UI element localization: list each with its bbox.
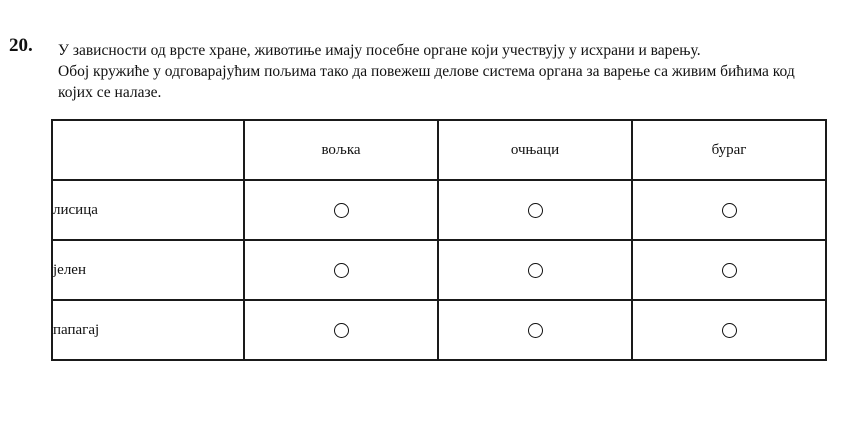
answer-circle-deer-rumen[interactable] <box>722 263 737 278</box>
answer-table <box>51 119 827 361</box>
header-row <box>52 120 826 180</box>
choice-cell <box>632 240 826 300</box>
answer-circle-fox-crop[interactable] <box>334 203 349 218</box>
question-number: 20. <box>9 35 33 56</box>
row-label-deer: јелен <box>52 240 244 300</box>
choice-cell <box>438 240 632 300</box>
answer-circle-fox-rumen[interactable] <box>722 203 737 218</box>
question-text-line-3: којих се налазе. <box>58 84 162 101</box>
choice-cell <box>632 300 826 360</box>
choice-cell <box>244 240 438 300</box>
column-header-rumen: бураг <box>632 120 826 180</box>
table-row-deer <box>52 240 826 300</box>
choice-cell <box>244 180 438 240</box>
empty-corner-cell <box>52 120 244 180</box>
choice-cell <box>438 300 632 360</box>
row-label-fox: лисица <box>52 180 244 240</box>
answer-circle-deer-canines[interactable] <box>528 263 543 278</box>
choice-cell <box>632 180 826 240</box>
answer-circle-fox-canines[interactable] <box>528 203 543 218</box>
choice-cell <box>438 180 632 240</box>
question-text-line-1: У зависности од врсте хране, животиње имају посебне органе који учествују у исхрани и варењу. <box>58 42 701 59</box>
column-header-canines: очњаци <box>438 120 632 180</box>
answer-circle-parrot-canines[interactable] <box>528 323 543 338</box>
table-row-fox <box>52 180 826 240</box>
choice-cell <box>244 300 438 360</box>
row-label-parrot: папагај <box>52 300 244 360</box>
column-header-crop: вољка <box>244 120 438 180</box>
answer-circle-deer-crop[interactable] <box>334 263 349 278</box>
question-text-line-2: Обој кружиће у одговарајућим пољима тако да повежеш делове система органа за варење са живим бићима код <box>58 63 795 80</box>
question-text <box>58 40 838 103</box>
answer-circle-parrot-rumen[interactable] <box>722 323 737 338</box>
table-row-parrot <box>52 300 826 360</box>
answer-circle-parrot-crop[interactable] <box>334 323 349 338</box>
